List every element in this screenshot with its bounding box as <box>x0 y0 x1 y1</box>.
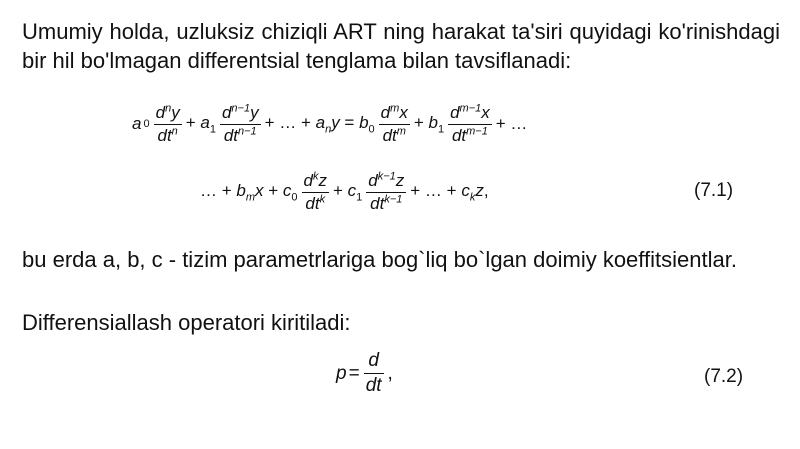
equation-number-7-2: (7.2) <box>704 366 744 387</box>
equation-7-1-line-2: … + $b_mx + c_0$ $\frac{d^kz}{dt^k}$ + $c_1$ $\frac{d^{k-1}z}{dt^{k-1}}$ + … + $c_kz$, <box>200 170 489 214</box>
equation-number-7-1: (7.1) <box>694 180 734 201</box>
intro-paragraph: Umumiy holda, uzluksiz chiziqli ART ning harakat ta'siri quyidagi ko'rinishdagi bir hil bo'lmagan differentsial tenglama bilan tavsiflanadi: <box>22 19 780 73</box>
coefficients-paragraph: bu erda a, b, c - tizim parametrlariga bog`liq bo`lgan doimiy koeffitsientlar. <box>22 247 737 272</box>
operator-paragraph: Differensiallash operatori kiritiladi: <box>22 310 351 335</box>
equation-7-1-line-1: a 0 $\frac{d^ny}{dt^n}$ + $a_1$ $\frac{d^{n-1}y}{dt^{n-1}}$ + … + $a_ny = b_0$ $\frac{d^mx}{dt^m}$ + $b_1$ $\frac{d^{m-1}x}{dt^{m-1}}$ + … <box>132 102 528 146</box>
equation-7-2: p = $\frac{d}{dt}$ , <box>336 350 393 396</box>
